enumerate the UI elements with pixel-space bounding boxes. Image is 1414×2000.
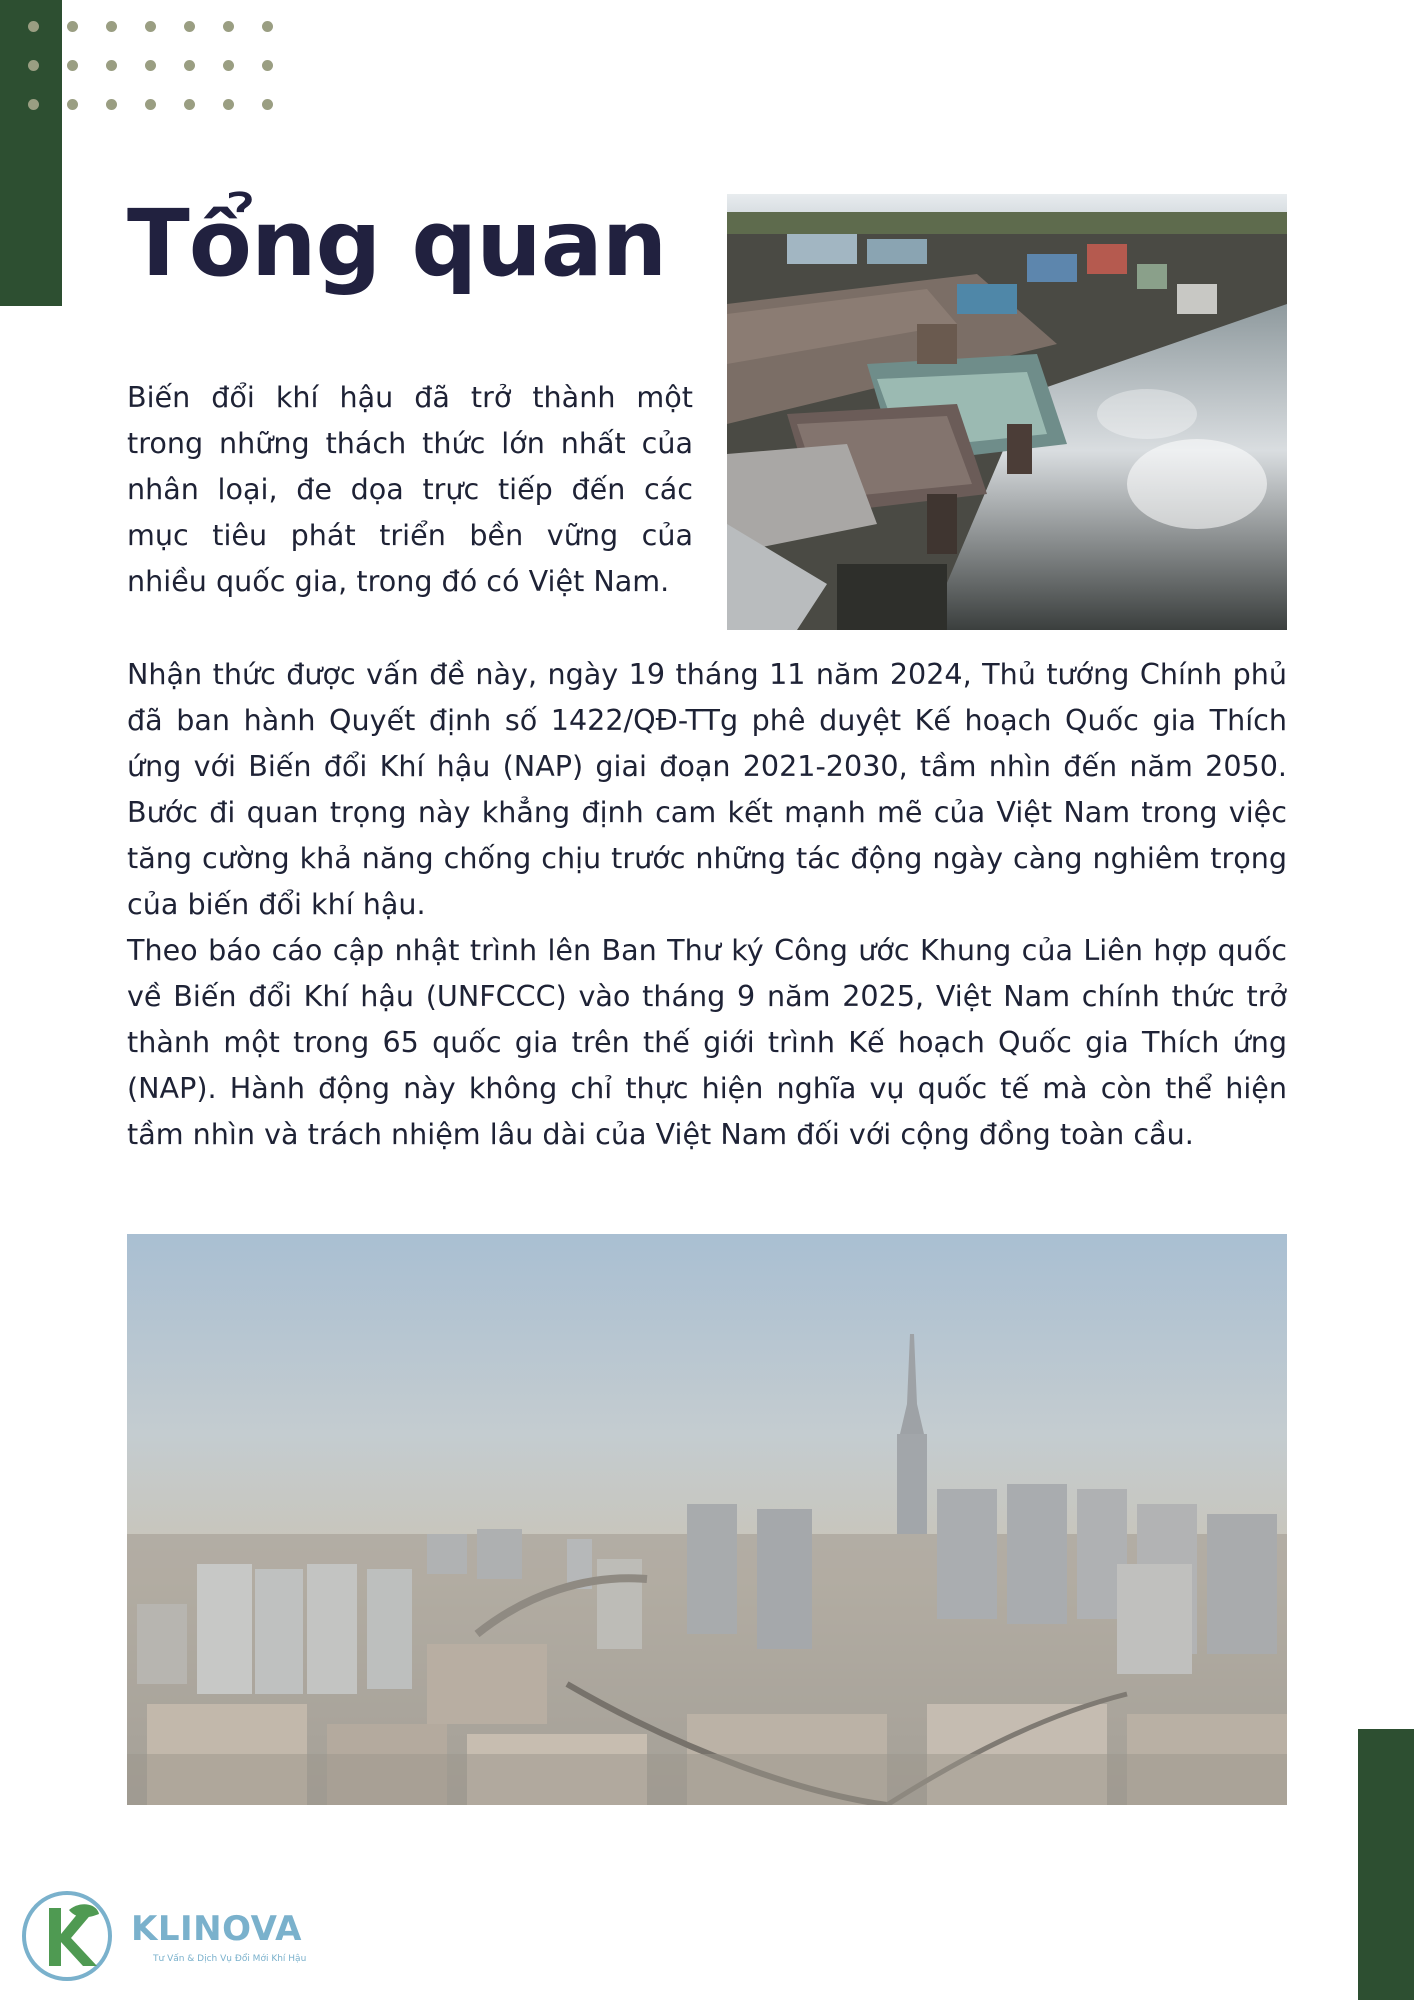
dot-pattern — [28, 21, 288, 121]
logo-tagline: Tư Vấn & Dịch Vụ Đổi Mới Khí Hậu — [153, 1954, 307, 1964]
paragraph-nap-decision: Nhận thức được vấn đề này, ngày 19 tháng 11 năm 2024, Thủ tướng Chính phủ đã ban hành Quyết định số 1422/QĐ-TTg phê duyệt Kế hoạch Quốc gia Thích ứng với Biến đổi Khí hậu (NAP) giai đoạn 2021-2030, tầm nhìn đến năm 2050. Bước đi quan trọng này khẳng định cam kết mạnh mẽ của Việt Nam trong việc tăng cường khả năng chống chịu trước những tác động ngày càng nghiêm trọng của biến đổi khí hậu. — [127, 657, 1287, 921]
riverside-slum-photo — [727, 194, 1287, 630]
company-logo — [19, 1890, 339, 1982]
decorative-bar-right — [1358, 1729, 1414, 2000]
intro-paragraph: Biến đổi khí hậu đã trở thành một trong những thách thức lớn nhất của nhân loại, đe dọa trực tiếp đến các mục tiêu phát triển bền vững của nhiều quốc gia, trong đó có Việt Nam. — [127, 380, 693, 598]
logo-wordmark: KLINOVA — [131, 1909, 302, 1949]
city-skyline-photo — [127, 1234, 1287, 1805]
body-text — [127, 651, 1287, 1157]
paragraph-unfccc-report: Theo báo cáo cập nhật trình lên Ban Thư ký Công ước Khung của Liên hợp quốc về Biến đổi Khí hậu (UNFCCC) vào tháng 9 năm 2025, Việt Nam chính thức trở thành một trong 65 quốc gia trên thế giới trình Kế hoạch Quốc gia Thích ứng (NAP). Hành động này không chỉ thực hiện nghĩa vụ quốc tế mà còn thể hiện tầm nhìn và trách nhiệm lâu dài của Việt Nam đối với cộng đồng toàn cầu. — [127, 933, 1287, 1151]
page-title: Tổng quan — [127, 190, 667, 297]
klinova-emblem-icon — [19, 1890, 115, 1982]
